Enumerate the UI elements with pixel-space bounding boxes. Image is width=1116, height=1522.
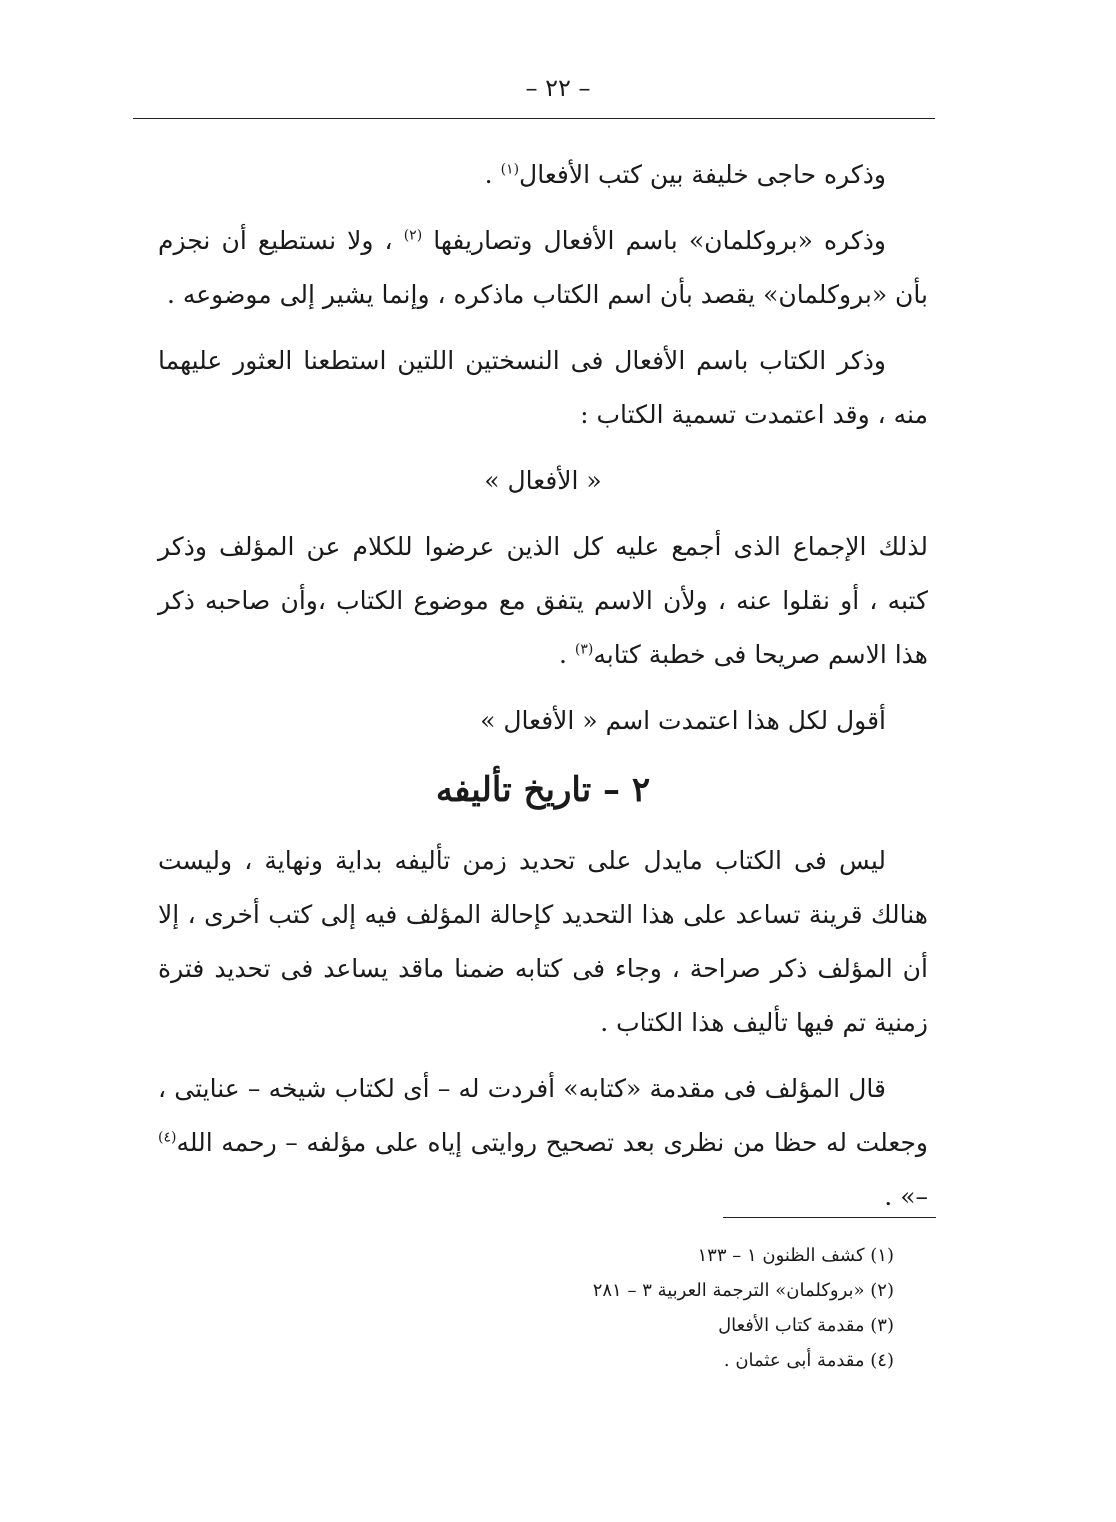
book-title-line: « الأفعال » — [484, 466, 602, 495]
footnote-rule — [723, 1217, 936, 1218]
paragraph-4 — [158, 520, 928, 682]
paragraph-7-end: –» . — [884, 1182, 928, 1211]
paragraph-3: وذكر الكتاب باسم الأفعال فى النسختين اللتين استطعنا العثور عليهما منه ، وقد اعتمدت تسمية الكتاب : — [158, 346, 928, 429]
footnote-ref-4: (٤) — [158, 1129, 177, 1146]
paragraph-1-end: . — [484, 160, 493, 189]
footnote-ref-1: (١) — [500, 161, 520, 178]
paragraph-7 — [158, 1062, 928, 1224]
section-heading: ٢ – تاريخ تأليفه — [435, 770, 651, 810]
paragraph-1-text: وذكره حاجى خليفة بين كتب الأفعال — [519, 160, 886, 189]
header-rule — [133, 118, 935, 119]
page-number: – ٢٢ – — [525, 74, 591, 102]
footnote-ref-2: (٢) — [403, 227, 423, 244]
main-text — [158, 148, 928, 1236]
footnote-1: (١) كشف الظنون ١ – ١٣٣ — [697, 1245, 894, 1266]
paragraph-4-text: لذلك الإجماع الذى أجمع عليه كل الذين عرضوا للكلام عن المؤلف وذكر كتبه ، أو نقلوا عنه ، ولأن الاسم يتفق مع موضوع الكتاب ،وأن صاحبه ذكر هذا الاسم صريحا فى خطبة كتابه — [158, 532, 928, 669]
footnotes — [474, 1238, 894, 1378]
paragraph-2-text-a: وذكره «بروكلمان» باسم الأفعال وتصاريفها — [433, 226, 886, 255]
paragraph-7-text: قال المؤلف فى مقدمة «كتابه» أفردت له – أى لكتاب شيخه – عنايتى ، وجعلت له حظا من نظرى بعد تصحيح روايتى إياه على مؤلفه – رحمه الله — [158, 1074, 928, 1157]
paragraph-2 — [158, 214, 928, 322]
footnote-4: (٤) مقدمة أبى عثمان . — [723, 1350, 894, 1371]
footnote-2: (٢) «بروكلمان» الترجمة العربية ٣ – ٢٨١ — [592, 1280, 894, 1301]
footnote-3: (٣) مقدمة كتاب الأفعال — [718, 1315, 894, 1336]
paragraph-5: أقول لكل هذا اعتمدت اسم « الأفعال » — [480, 706, 886, 735]
paragraph-1 — [158, 148, 928, 202]
footnote-ref-3: (٣) — [574, 641, 594, 658]
paragraph-4-end: . — [558, 640, 567, 669]
paragraph-2-text-b: ، ولا نستطيع أن نجزم بأن «بروكلمان» يقصد بأن اسم الكتاب ماذكره ، وإنما يشير إلى موضوعه . — [158, 226, 928, 309]
paragraph-6: ليس فى الكتاب مايدل على تحديد زمن تأليفه بداية ونهاية ، وليست هنالك قرينة تساعد على هذا التحديد كإحالة المؤلف فيه إلى كتب أخرى ، إلا أن المؤلف ذكر صراحة ، وجاء فى كتابه ضمنا ماقد يساعد فى تحديد فترة زمنية تم فيها تأليف هذا الكتاب . — [158, 846, 928, 1037]
